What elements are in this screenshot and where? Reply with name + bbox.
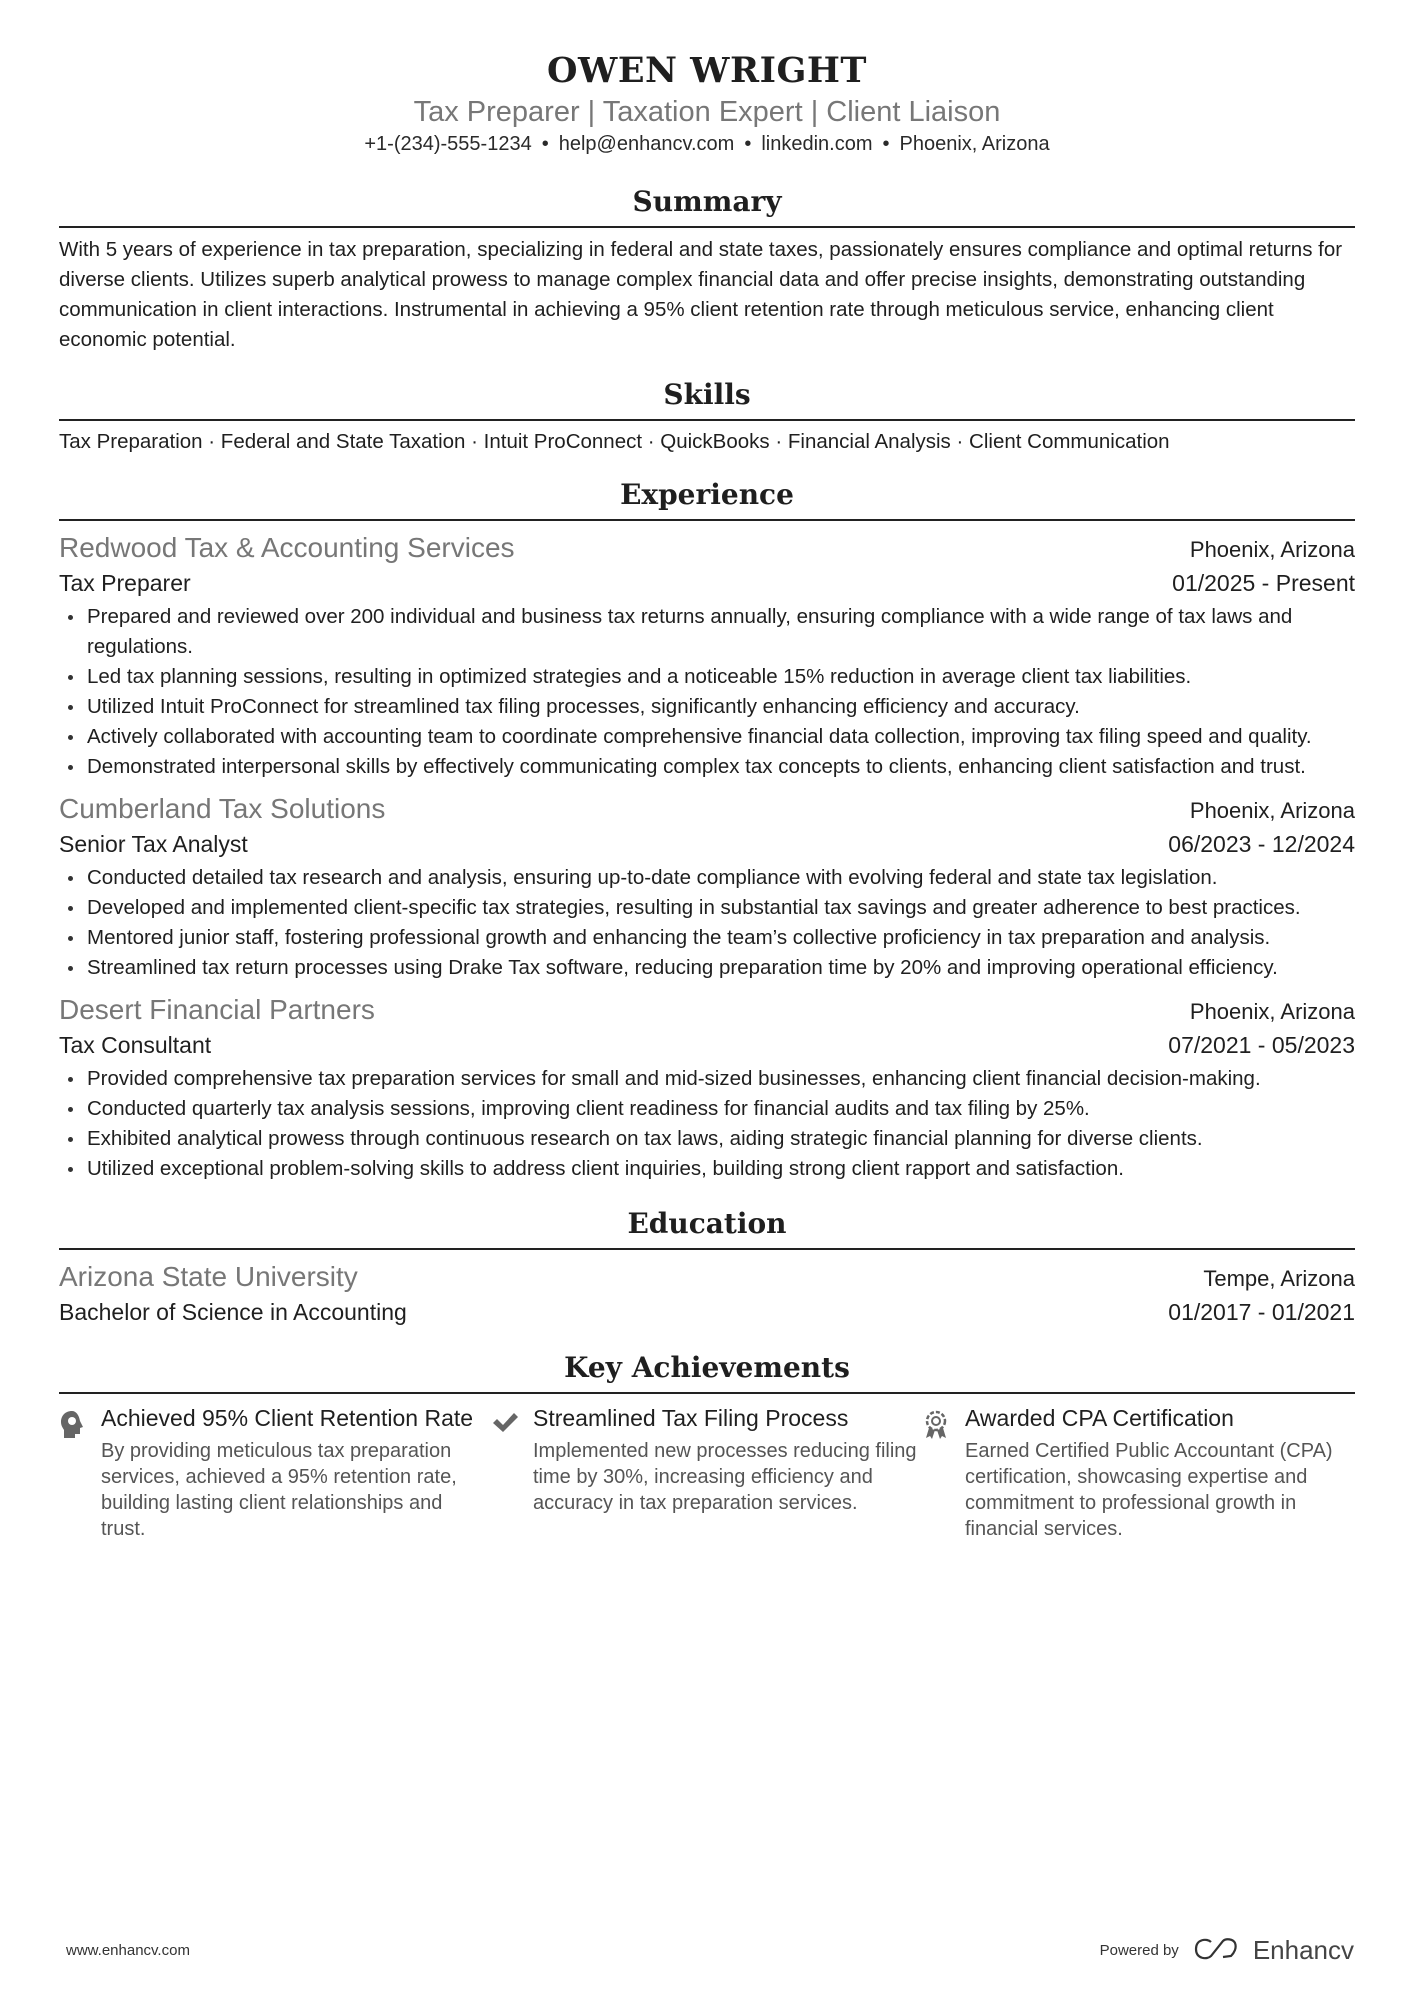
degree: Bachelor of Science in Accounting xyxy=(59,1299,407,1325)
company-name: Desert Financial Partners xyxy=(59,994,375,1025)
enhancv-logo-icon xyxy=(1193,1937,1239,1965)
bullet-item: Utilized Intuit ProConnect for streamlined tax filing processes, significantly enhancing efficiency and accuracy. xyxy=(59,692,1355,722)
job-role: Senior Tax Analyst xyxy=(59,831,248,857)
resume xyxy=(59,0,1355,1542)
checkmark-icon xyxy=(491,1404,533,1542)
footer xyxy=(66,1935,1354,1966)
head-lightbulb-icon xyxy=(59,1404,101,1542)
candidate-name: OWEN WRIGHT xyxy=(547,50,867,91)
summary-text: With 5 years of experience in tax preparation, specializing in federal and state taxes, passionately ensures compliance and optimal returns for diverse clients. Utilizes superb analytical prowess to manage complex financial data and offer precise insights, demonstrating outstanding communication in client interactions. Instrumental in achieving a 95% client retention rate through meticulous service, enhancing client economic potential. xyxy=(59,238,1343,351)
achievement-title: Achieved 95% Client Retention Rate xyxy=(101,1405,474,1431)
linkedin[interactable]: linkedin.com xyxy=(761,133,873,155)
experience-heading: Experience xyxy=(59,477,1355,521)
contact-line xyxy=(59,130,1355,158)
job-bullets xyxy=(59,863,1355,983)
achievement-desc: Earned Certified Public Accountant (CPA) certification, showcasing expertise and commitment to professional growth in financial services. xyxy=(965,1440,1333,1540)
education-dates: 01/2017 - 01/2021 xyxy=(1168,1299,1355,1325)
award-ribbon-icon xyxy=(923,1404,965,1542)
achievement-item xyxy=(923,1404,1355,1542)
bullet-item: Conducted quarterly tax analysis sessions, improving client readiness for financial audits and tax filing by 25%. xyxy=(59,1094,1355,1124)
school-location: Tempe, Arizona xyxy=(1203,1266,1355,1291)
job-entry xyxy=(59,991,1355,1184)
skills-list: Tax Preparation · Federal and State Taxation · Intuit ProConnect · QuickBooks · Financial Analysis · Client Communication xyxy=(59,430,1170,453)
separator: • xyxy=(882,133,890,155)
company-name: Redwood Tax & Accounting Services xyxy=(59,532,515,563)
company-name: Cumberland Tax Solutions xyxy=(59,793,386,824)
job-bullets xyxy=(59,1064,1355,1184)
separator: • xyxy=(541,133,549,155)
achievements-list xyxy=(59,1404,1355,1542)
job-dates: 07/2021 - 05/2023 xyxy=(1168,1032,1355,1058)
job-dates: 06/2023 - 12/2024 xyxy=(1168,831,1355,857)
job-location: Phoenix, Arizona xyxy=(1189,537,1355,562)
achievement-desc: Implemented new processes reducing filing time by 30%, increasing efficiency and accuracy in tax preparation services. xyxy=(533,1440,917,1514)
bullet-item: Prepared and reviewed over 200 individual and business tax returns annually, ensuring compliance with a wide range of tax laws and regulations. xyxy=(59,602,1355,662)
job-dates: 01/2025 - Present xyxy=(1172,570,1355,596)
achievements-heading: Key Achievements xyxy=(59,1350,1355,1394)
bullet-item: Led tax planning sessions, resulting in optimized strategies and a noticeable 15% reduction in average client tax liabilities. xyxy=(59,662,1355,692)
bullet-item: Mentored junior staff, fostering professional growth and enhancing the team’s collective proficiency in tax preparation and analysis. xyxy=(59,923,1355,953)
brand-name: Enhancv xyxy=(1252,1935,1354,1965)
education-entry xyxy=(59,1258,1355,1328)
email[interactable]: help@enhancv.com xyxy=(558,133,735,155)
school-name: Arizona State University xyxy=(59,1261,358,1292)
job-location: Phoenix, Arizona xyxy=(1189,999,1355,1024)
education-heading: Education xyxy=(59,1206,1355,1250)
job-role: Tax Consultant xyxy=(59,1032,212,1058)
experience-list xyxy=(59,529,1355,1184)
achievement-item xyxy=(491,1404,923,1542)
bullet-item: Developed and implemented client-specific tax strategies, resulting in substantial tax savings and greater adherence to best practices. xyxy=(59,893,1355,923)
bullet-item: Exhibited analytical prowess through continuous research on tax laws, aiding strategic financial planning for diverse clients. xyxy=(59,1124,1355,1154)
job-entry xyxy=(59,529,1355,782)
location: Phoenix, Arizona xyxy=(899,133,1050,155)
skills-heading: Skills xyxy=(59,377,1355,421)
achievement-title: Awarded CPA Certification xyxy=(965,1405,1234,1431)
job-bullets xyxy=(59,602,1355,782)
powered-by xyxy=(1100,1935,1354,1966)
bullet-item: Streamlined tax return processes using Drake Tax software, reducing preparation time by 20% and improving operational efficiency. xyxy=(59,953,1355,983)
separator: • xyxy=(744,133,752,155)
job-entry xyxy=(59,790,1355,983)
bullet-item: Actively collaborated with accounting team to coordinate comprehensive financial data collection, improving tax filing speed and quality. xyxy=(59,722,1355,752)
bullet-item: Utilized exceptional problem-solving skills to address client inquiries, building strong client rapport and satisfaction. xyxy=(59,1154,1355,1184)
footer-website[interactable]: www.enhancv.com xyxy=(66,1942,190,1959)
powered-by-label: Powered by xyxy=(1099,1942,1179,1959)
bullet-item: Provided comprehensive tax preparation services for small and mid-sized businesses, enhancing client financial decision-making. xyxy=(59,1064,1355,1094)
bullet-item: Demonstrated interpersonal skills by effectively communicating complex tax concepts to clients, enhancing client satisfaction and trust. xyxy=(59,752,1355,782)
candidate-title: Tax Preparer | Taxation Expert | Client Liaison xyxy=(413,96,1001,128)
job-role: Tax Preparer xyxy=(59,570,191,596)
job-location: Phoenix, Arizona xyxy=(1189,798,1355,823)
bullet-item: Conducted detailed tax research and analysis, ensuring up-to-date compliance with evolving federal and state tax legislation. xyxy=(59,863,1355,893)
phone: +1-(234)-555-1234 xyxy=(364,133,532,155)
summary-heading: Summary xyxy=(59,184,1355,228)
achievement-item xyxy=(59,1404,491,1542)
achievement-title: Streamlined Tax Filing Process xyxy=(533,1405,849,1431)
achievement-desc: By providing meticulous tax preparation services, achieved a 95% retention rate, building lasting client relationships and trust. xyxy=(101,1440,457,1540)
